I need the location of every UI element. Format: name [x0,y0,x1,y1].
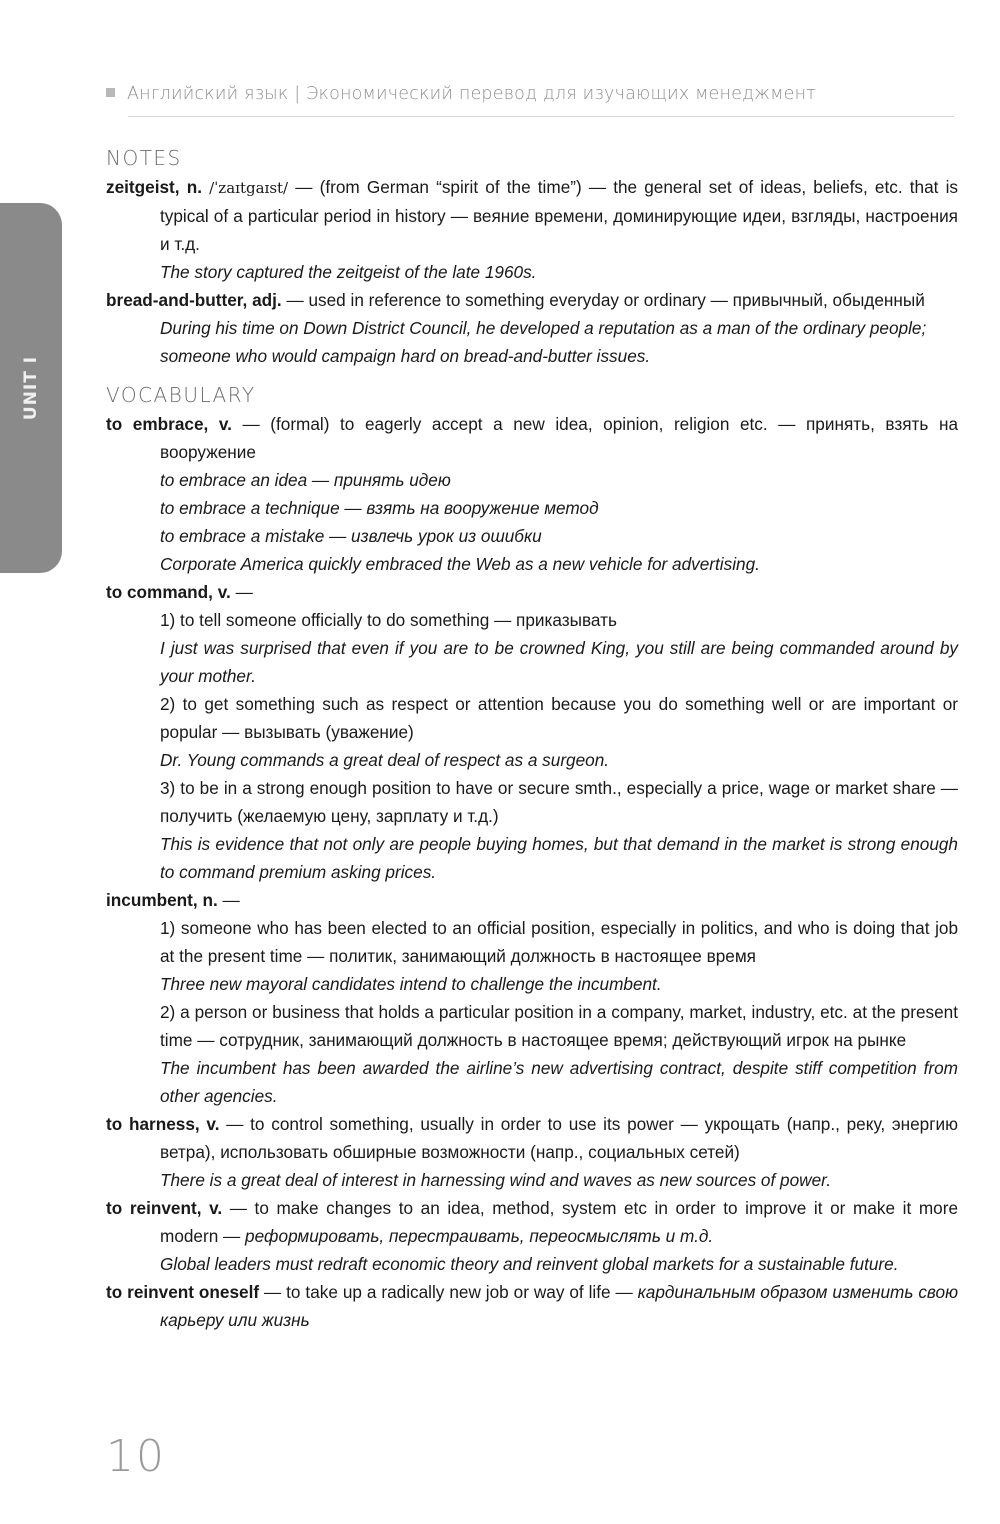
sense-definition: 2) to get something such as respect or attention because you do something well or are important or popular — вызывать (уважение) [160,694,958,742]
unit-label: UNIT I [21,355,41,421]
entry-head [106,1194,958,1250]
headword: zeitgeist, n. [106,177,202,197]
header-divider [128,116,954,117]
sense-example: The incumbent has been awarded the airline’s new advertising contract, despite stiff competition from other agencies. [160,1058,958,1106]
example: Global leaders must redraft economic theory and reinvent global markets for a sustainable future. [160,1254,899,1274]
entry-head [106,1110,958,1166]
headword: bread-and-butter, adj. [106,290,282,310]
headword: to reinvent, v. [106,1198,223,1218]
dash: — [235,582,253,602]
headword: to reinvent oneself [106,1282,260,1302]
headword: to harness, v. [106,1114,220,1134]
sense-example: This is evidence that not only are people buying homes, but that demand in the market is strong enough to command premium asking prices. [160,834,958,882]
sense-definition: 1) to tell someone officially to do something — приказывать [160,610,617,630]
example: Corporate America quickly embraced the Web as a new vehicle for advertising. [160,554,760,574]
entry-head [106,410,958,466]
phrase: to embrace a technique — взять на вооружение метод [160,498,599,518]
sense-definition: 1) someone who has been elected to an official position, especially in politics, and who is doing that job at the present time — политик, занимающий должность в настоящее время [160,918,958,966]
vocab-entry-command [106,578,958,886]
header-bullet-icon [106,88,115,97]
vocab-entry-reinvent [106,1194,958,1278]
sense-definition: 2) a person or business that holds a particular position in a company, market, industry, etc. at the present time — сотрудник, занимающий должность в настоящее время; действующий игрок на рынке [160,1002,958,1050]
note-entry-zeitgeist [106,173,958,286]
entry-head [106,286,958,314]
entry-head [106,173,958,258]
definition: — to make changes to an idea, method, system etc in order to improve it or make it more modern — [160,1198,959,1246]
example: During his time on Down District Council, he developed a reputation as a man of the ordinary people; someone who would campaign hard on bread-and-butter issues. [160,318,927,366]
page-content [106,143,958,1334]
definition: — to control something, usually in order to use its power — укрощать (напр., реку, энергию ветра), использовать обширные возможности (напр., социальных сетей) [160,1114,958,1162]
vocab-entry-incumbent [106,886,958,1110]
note-entry-bread-and-butter [106,286,958,370]
entry-head [106,578,958,606]
sense-example: Three new mayoral candidates intend to challenge the incumbent. [160,974,662,994]
vocab-entry-reinvent-oneself [106,1278,958,1334]
vocab-entry-embrace [106,410,958,578]
example: There is a great deal of interest in harnessing wind and waves as new sources of power. [160,1170,831,1190]
page-number: 10 [106,1431,166,1482]
running-header-text: Английский язык | Экономический перевод для изучающих менеджмент [127,84,817,104]
sense-example: I just was surprised that even if you are to be crowned King, you still are being commanded around by your mother. [160,638,958,686]
notes-title: NOTES [106,146,182,170]
phonetic: /ˈzaɪtgaɪst/ [209,179,289,197]
example: The story captured the zeitgeist of the late 1960s. [160,262,537,282]
entry-head [106,1278,958,1334]
translation: реформировать, перестраивать, переосмыслять и т.д. [245,1226,714,1246]
headword: to command, v. [106,582,231,602]
definition: — to take up a radically new job or way of life — [264,1282,633,1302]
vocab-entry-harness [106,1110,958,1194]
entry-head [106,886,958,914]
headword: to embrace, v. [106,414,232,434]
sense-example: Dr. Young commands a great deal of respect as a surgeon. [160,750,610,770]
definition: — used in reference to something everyday or ordinary — привычный, обыденный [286,290,925,310]
phrase: to embrace an idea — принять идею [160,470,451,490]
definition: — (from German “spirit of the time”) — the general set of ideas, beliefs, etc. that is typical of a particular period in history — веяние времени, доминирующие идеи, взгляды, настроения и т.д. [160,177,958,254]
dash: — [222,890,240,910]
running-header [106,84,956,104]
sense-definition: 3) to be in a strong enough position to have or secure smth., especially a price, wage or market share — получить (желаемую цену, зарплату и т.д.) [160,778,958,826]
definition: — (formal) to eagerly accept a new idea, opinion, religion etc. — принять, взять на вооружение [160,414,959,462]
translation: кардинальным образом изменить свою карьеру или жизнь [160,1282,958,1330]
unit-side-tab [0,203,62,573]
phrase: to embrace a mistake — извлечь урок из ошибки [160,526,542,546]
headword: incumbent, n. [106,890,218,910]
vocabulary-title: VOCABULARY [106,383,256,407]
